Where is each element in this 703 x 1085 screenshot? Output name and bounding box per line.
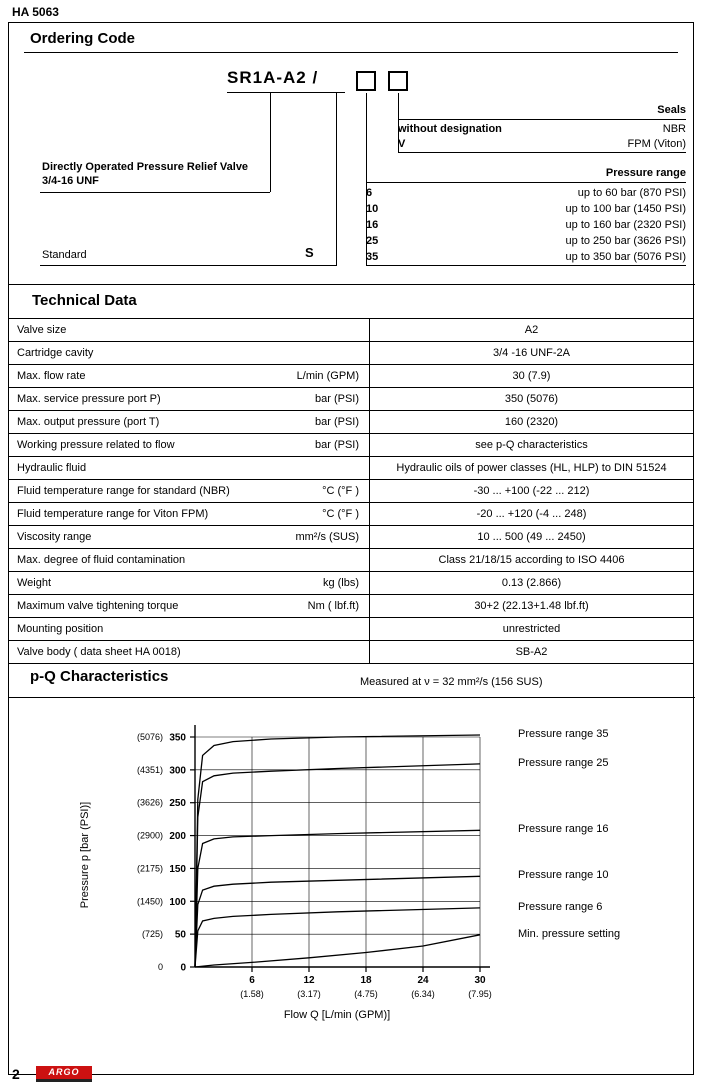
x-tick-alt-label: (1.58) — [240, 989, 264, 999]
curve-label: Pressure range 16 — [518, 823, 609, 836]
description-underline — [40, 192, 270, 193]
pq-heading: p-Q Characteristics — [30, 668, 169, 685]
row-label: Weight — [17, 577, 52, 589]
x-tick-label: 6 — [249, 975, 255, 986]
ordering-option-row — [398, 122, 686, 137]
row-units — [267, 319, 369, 341]
row-value: Hydraulic oils of power classes (HL, HLP) to DIN 51524 — [369, 457, 693, 479]
x-tick-alt-label: (7.95) — [468, 989, 492, 999]
row-units: bar (PSI) — [314, 439, 359, 451]
table-row — [9, 549, 693, 572]
row-label: Working pressure related to flow — [17, 439, 175, 451]
x-axis-title: Flow Q [L/min (GPM)] — [283, 1009, 391, 1021]
ordering-option-row — [366, 233, 686, 249]
option-code: 25 — [366, 235, 379, 247]
row-value: 30 (7.9) — [369, 365, 693, 387]
curve-label: Pressure range 6 — [518, 900, 603, 913]
option-value: up to 100 bar (1450 PSI) — [565, 203, 686, 215]
connector-standard — [336, 92, 337, 265]
table-row — [9, 618, 693, 641]
heading-underline — [24, 52, 678, 53]
ordering-code-heading: Ordering Code — [30, 30, 136, 47]
row-value: 30+2 (22.13+1.48 lbf.ft) — [369, 595, 693, 617]
pq-curve — [195, 830, 480, 967]
table-row — [9, 365, 693, 388]
row-label: Hydraulic fluid — [17, 462, 87, 474]
row-value: 10 ... 500 (49 ... 2450) — [369, 526, 693, 548]
table-row — [9, 319, 693, 342]
y-tick-alt-label: (725) — [141, 929, 163, 940]
table-row — [9, 434, 693, 457]
option-code: 35 — [366, 251, 379, 263]
row-value: 0.13 (2.866) — [369, 572, 693, 594]
ordering-option-row — [366, 217, 686, 233]
table-row — [9, 388, 693, 411]
pq-chart-area — [0, 700, 703, 1050]
argo-hytos-logo: ARGO — [36, 1066, 92, 1082]
y-tick-label: 100 — [169, 896, 186, 908]
table-row — [9, 572, 693, 595]
table-row — [9, 595, 693, 618]
row-value: see p-Q characteristics — [369, 434, 693, 456]
curve-label: Pressure range 10 — [518, 869, 609, 882]
x-tick-alt-label: (4.75) — [354, 989, 378, 999]
document-code: HA 5063 — [12, 5, 59, 19]
row-units: mm²/s (SUS) — [295, 531, 359, 543]
row-label: Cartridge cavity — [17, 347, 94, 359]
pq-curve — [195, 935, 480, 967]
row-units: kg (lbs) — [322, 577, 359, 589]
option-code: V — [398, 138, 406, 150]
pq-heading-underline — [8, 697, 695, 698]
section-separator — [8, 284, 695, 285]
row-units — [267, 549, 369, 571]
pressure-range-heading: Pressure range — [366, 166, 686, 183]
standard-value: S — [305, 245, 314, 260]
valve-description — [42, 160, 248, 188]
x-tick-label: 24 — [417, 975, 429, 986]
seals-block — [398, 103, 686, 153]
x-tick-alt-label: (3.17) — [297, 989, 321, 999]
y-tick-label: 0 — [180, 962, 186, 974]
row-units: °C (°F ) — [322, 508, 359, 520]
option-value: FPM (Viton) — [627, 138, 686, 150]
row-label: Mounting position — [17, 623, 104, 635]
y-tick-label: 150 — [169, 863, 186, 875]
row-label: Valve size — [17, 324, 67, 336]
y-tick-label: 50 — [174, 929, 186, 941]
row-label: Fluid temperature range for standard (NBR) — [17, 485, 230, 497]
pq-curve — [195, 908, 480, 967]
y-tick-label: 200 — [169, 831, 186, 843]
y-tick-alt-label: (2175) — [136, 863, 163, 874]
option-code: without designation — [398, 123, 502, 135]
row-units: L/min (GPM) — [296, 370, 359, 382]
y-tick-alt-label: (1450) — [136, 896, 163, 907]
seals-heading: Seals — [398, 103, 686, 120]
option-code: 6 — [366, 187, 373, 199]
seals-rows — [398, 122, 686, 152]
x-tick-alt-label: (6.34) — [411, 989, 435, 999]
curve-label: Min. pressure setting — [518, 927, 621, 940]
technical-data-table — [9, 318, 693, 664]
page-number: 2 — [12, 1066, 20, 1082]
y-tick-alt-label: (3626) — [136, 797, 163, 808]
y-tick-alt-label: (5076) — [136, 732, 163, 742]
x-tick-label: 12 — [303, 975, 315, 986]
row-label: Fluid temperature range for Viton FPM) — [17, 508, 209, 520]
row-units: bar (PSI) — [314, 416, 359, 428]
row-value: 160 (2320) — [369, 411, 693, 433]
table-row — [9, 457, 693, 480]
option-code: 10 — [366, 203, 379, 215]
row-value: Class 21/18/15 according to ISO 4406 — [369, 549, 693, 571]
y-tick-label: 250 — [169, 798, 186, 810]
row-units — [267, 618, 369, 640]
y-axis-title: Pressure p [bar (PSI)] — [79, 801, 91, 909]
pressure-range-rows — [366, 185, 686, 265]
row-label: Max. flow rate — [17, 370, 86, 382]
x-tick-label: 30 — [474, 975, 486, 986]
row-value: A2 — [369, 319, 693, 341]
y-tick-alt-label: (2900) — [136, 830, 163, 841]
row-units — [267, 342, 369, 364]
option-value: NBR — [662, 123, 686, 135]
table-row — [9, 641, 693, 664]
option-value: up to 250 bar (3626 PSI) — [565, 235, 686, 247]
ordering-option-row — [366, 185, 686, 201]
row-label: Maximum valve tightening torque — [17, 600, 179, 612]
row-label: Viscosity range — [17, 531, 92, 543]
row-value: SB-A2 — [369, 641, 693, 663]
valve-description-line2: 3/4-16 UNF — [42, 175, 99, 187]
curve-label: Pressure range 25 — [518, 756, 609, 769]
table-row — [9, 411, 693, 434]
row-value: -20 ... +120 (-4 ... 248) — [369, 503, 693, 525]
standard-label: Standard — [42, 249, 87, 261]
row-value: unrestricted — [369, 618, 693, 640]
row-units — [267, 641, 369, 663]
y-tick-label: 350 — [169, 732, 186, 744]
option-value: up to 350 bar (5076 PSI) — [565, 251, 686, 263]
table-row — [9, 480, 693, 503]
row-label: Valve body ( data sheet HA 0018) — [17, 646, 181, 658]
ordering-option-row — [366, 201, 686, 217]
technical-data-heading: Technical Data — [32, 292, 137, 309]
y-tick-alt-label: 0 — [157, 962, 163, 972]
row-value: 3/4 -16 UNF-2A — [369, 342, 693, 364]
table-row — [9, 526, 693, 549]
ordering-option-row — [366, 249, 686, 265]
ordering-option-row — [398, 137, 686, 152]
x-tick-label: 18 — [360, 975, 372, 986]
table-row — [9, 503, 693, 526]
pq-curve — [195, 876, 480, 967]
ordering-code-box-2 — [388, 71, 408, 91]
y-tick-alt-label: (4351) — [136, 764, 163, 775]
measured-at-note: Measured at ν = 32 mm²/s (156 SUS) — [360, 676, 543, 688]
valve-description-line1: Directly Operated Pressure Relief Valve — [42, 161, 249, 173]
option-value: up to 160 bar (2320 PSI) — [565, 219, 686, 231]
row-units: Nm ( lbf.ft) — [307, 600, 359, 612]
model-code: SR1A-A2 / — [227, 68, 319, 87]
row-label: Max. service pressure port P) — [17, 393, 161, 405]
row-units — [267, 457, 369, 479]
option-code: 16 — [366, 219, 379, 231]
row-label: Max. degree of fluid contamination — [17, 554, 186, 566]
table-row — [9, 342, 693, 365]
curve-label: Pressure range 35 — [518, 728, 609, 741]
row-value: -30 ... +100 (-22 ... 212) — [369, 480, 693, 502]
pq-curve — [195, 764, 480, 967]
y-tick-label: 300 — [169, 765, 186, 777]
connector-description — [270, 92, 271, 192]
row-label: Max. output pressure (port T) — [17, 416, 160, 428]
model-underline — [227, 92, 345, 93]
option-value: up to 60 bar (870 PSI) — [577, 187, 686, 199]
pressure-range-block — [366, 166, 686, 266]
row-units: bar (PSI) — [314, 393, 359, 405]
row-units: °C (°F ) — [322, 485, 359, 497]
ordering-code-box-1 — [356, 71, 376, 91]
row-value: 350 (5076) — [369, 388, 693, 410]
standard-underline — [40, 265, 337, 266]
